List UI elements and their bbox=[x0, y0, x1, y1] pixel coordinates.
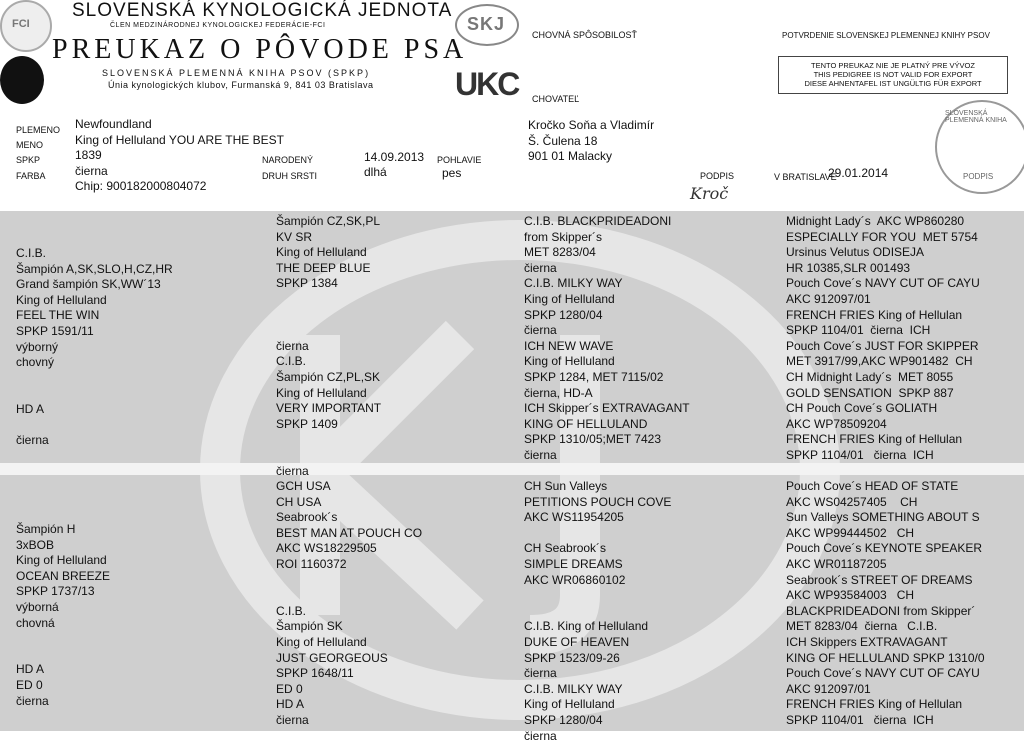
gen3-bottom: CH Sun Valleys PETITIONS POUCH COVE AKC WS11954205 CH Seabrook´s SIMPLE DREAMS AKC WR06860102 C.I.B. King of Helluland DUKE OF HEAVEN SPKP 1523/09-26 čierna C.I.B. MILKY WAY King of Helluland SPKP 1280/04 čierna bbox=[524, 479, 672, 743]
breeder-signature: Kroč bbox=[690, 184, 729, 203]
ukc-logo: UKC bbox=[455, 66, 519, 102]
dog-chip: Chip: 900182000804072 bbox=[75, 179, 207, 193]
export-notice bbox=[778, 56, 1008, 94]
coat-label: DRUH SRSTI bbox=[262, 171, 318, 181]
studbook-stamp bbox=[935, 100, 1024, 194]
studbook-line: SLOVENSKÁ PLEMENNÁ KNIHA PSOV (SPKP) bbox=[102, 68, 371, 78]
member-line: ČLEN MEDZINÁRODNEJ KYNOLOGICKEJ FEDERÁCIE-FCI bbox=[110, 22, 326, 29]
dog-born: 14.09.2013 bbox=[364, 150, 425, 164]
fci-seal-label: FCI bbox=[12, 18, 30, 30]
breeder-name: Kročko Soňa a Vladimír bbox=[528, 118, 655, 132]
maternal-grandparents: GCH USA CH USA Seabrook´s BEST MAN AT POUCH CO AKC WS18229505 ROI 1160372 C.I.B. Šampión SK King of Helluland JUST GEORGEOUS SPKP 1648/11 ED 0 HD A čierna bbox=[276, 479, 423, 727]
pedigree-divider bbox=[0, 463, 1024, 475]
signature-label: PODPIS bbox=[700, 171, 735, 181]
export-line-sk: TENTO PREUKAZ NIE JE PLATNÝ PRE VÝVOZ bbox=[811, 61, 975, 70]
black-seal bbox=[0, 56, 44, 104]
spkp-label: SPKP bbox=[16, 155, 41, 165]
union-line: Únia kynologických klubov, Furmanská 9, 841 03 Bratislava bbox=[108, 80, 374, 90]
color-label: FARBA bbox=[16, 171, 46, 181]
dog-spkp: 1839 bbox=[75, 148, 102, 162]
sex-label: POHLAVIE bbox=[437, 155, 482, 165]
breeding-ability-label: CHOVNÁ SPÔSOBILOSŤ bbox=[532, 30, 638, 40]
issue-date: 29.01.2014 bbox=[828, 166, 889, 180]
dog-breed: Newfoundland bbox=[75, 117, 152, 131]
skj-logo-text: SKJ bbox=[467, 14, 506, 34]
gen4-bottom: Pouch Cove´s HEAD OF STATE AKC WS04257405 CH Sun Valleys SOMETHING ABOUT S AKC WP99444502 CH Pouch Cove´s KEYNOTE SPEAKER AKC WR01187205 Seabrook´s STREET OF DREAMS AKC WP93584003 CH BLACKPRIDEADONI from Skipper´ MET 8283/04 čierna C.I.B. ICH Skippers EXTRAVAGANT KING OF HELLULAND SPKP 1310/0 Pouch Cove´s NAVY CUT OF CAYU AKC 912097/01 FRENCH FRIES King of Hellulan SPKP 1104/01 čierna ICH bbox=[786, 479, 985, 727]
confirmation-label: POTVRDENIE SLOVENSKEJ PLEMENNEJ KNIHY PSOV bbox=[782, 31, 990, 40]
gen4-top: Midnight Lady´s AKC WP860280 ESPECIALLY FOR YOU MET 5754 Ursinus Velutus ODISEJA HR 10385,SLR 001493 Pouch Cove´s NAVY CUT OF CAYU AKC 912097/01 FRENCH FRIES King of Hellulan SPKP 1104/01 čierna ICH Pouch Cove´s JUST FOR SKIPPER MET 3917/99,AKC WP901482 CH CH Midnight Lady´s MET 8055 GOLD SENSATION SPKP 887 CH Pouch Cove´s GOLIATH AKC WP78509204 FRENCH FRIES King of Hellulan SPKP 1104/01 čierna ICH bbox=[786, 214, 980, 462]
dog-sex: pes bbox=[442, 166, 462, 180]
export-line-de: DIESE AHNENTAFEL IST UNGÜLTIG FÜR EXPORT bbox=[804, 79, 982, 88]
name-label: MENO bbox=[16, 140, 43, 150]
stamp-text: SLOVENSKÁ PLEMENNÁ KNIHA bbox=[945, 110, 1007, 124]
gen3-top: C.I.B. BLACKPRIDEADONI from Skipper´s MET 8283/04 čierna C.I.B. MILKY WAY King of Helluland SPKP 1280/04 čierna ICH NEW WAVE King of Helluland SPKP 1284, MET 7115/02 čierna, HD-A ICH Skipper´s EXTRAVAGANT KING OF HELLULAND SPKP 1310/05;MET 7423 čierna bbox=[524, 214, 690, 462]
fci-seal bbox=[0, 0, 52, 52]
breed-label: PLEMENO bbox=[16, 125, 61, 135]
breeder-street: Š. Čulena 18 bbox=[528, 134, 598, 148]
org-name: SLOVENSKÁ KYNOLOGICKÁ JEDNOTA bbox=[72, 0, 453, 21]
dog-coat: dlhá bbox=[364, 165, 387, 179]
breeder-label: CHOVATEĽ bbox=[532, 94, 580, 104]
dog-color: čierna bbox=[75, 164, 108, 178]
dam-block: Šampión H 3xBOB King of Helluland OCEAN BREEZE SPKP 1737/13 výborná chovná HD A ED 0 čierna bbox=[16, 522, 111, 708]
doc-title: PREUKAZ O PÔVODE PSA bbox=[52, 34, 468, 65]
stamp-signature-label: PODPIS bbox=[963, 172, 994, 181]
bratislava-label: V BRATISLAVE bbox=[774, 172, 837, 182]
born-label: NARODENÝ bbox=[262, 155, 314, 165]
skj-logo bbox=[455, 4, 519, 46]
dog-name: King of Helluland YOU ARE THE BEST bbox=[75, 133, 284, 147]
sire-block: C.I.B. Šampión A,SK,SLO,H,CZ,HR Grand šampión SK,WW´13 King of Helluland FEEL THE WIN SPKP 1591/11 výborný chovný HD A čierna bbox=[16, 246, 173, 448]
breeder-city: 901 01 Malacky bbox=[528, 149, 613, 163]
paternal-grandparents: Šampión CZ,SK,PL KV SR King of Helluland THE DEEP BLUE SPKP 1384 čierna C.I.B. Šampión CZ,PL,SK King of Helluland VERY IMPORTANT SPKP 1409 čierna bbox=[276, 214, 382, 478]
export-line-en: THIS PEDIGREE IS NOT VALID FOR EXPORT bbox=[813, 70, 973, 79]
